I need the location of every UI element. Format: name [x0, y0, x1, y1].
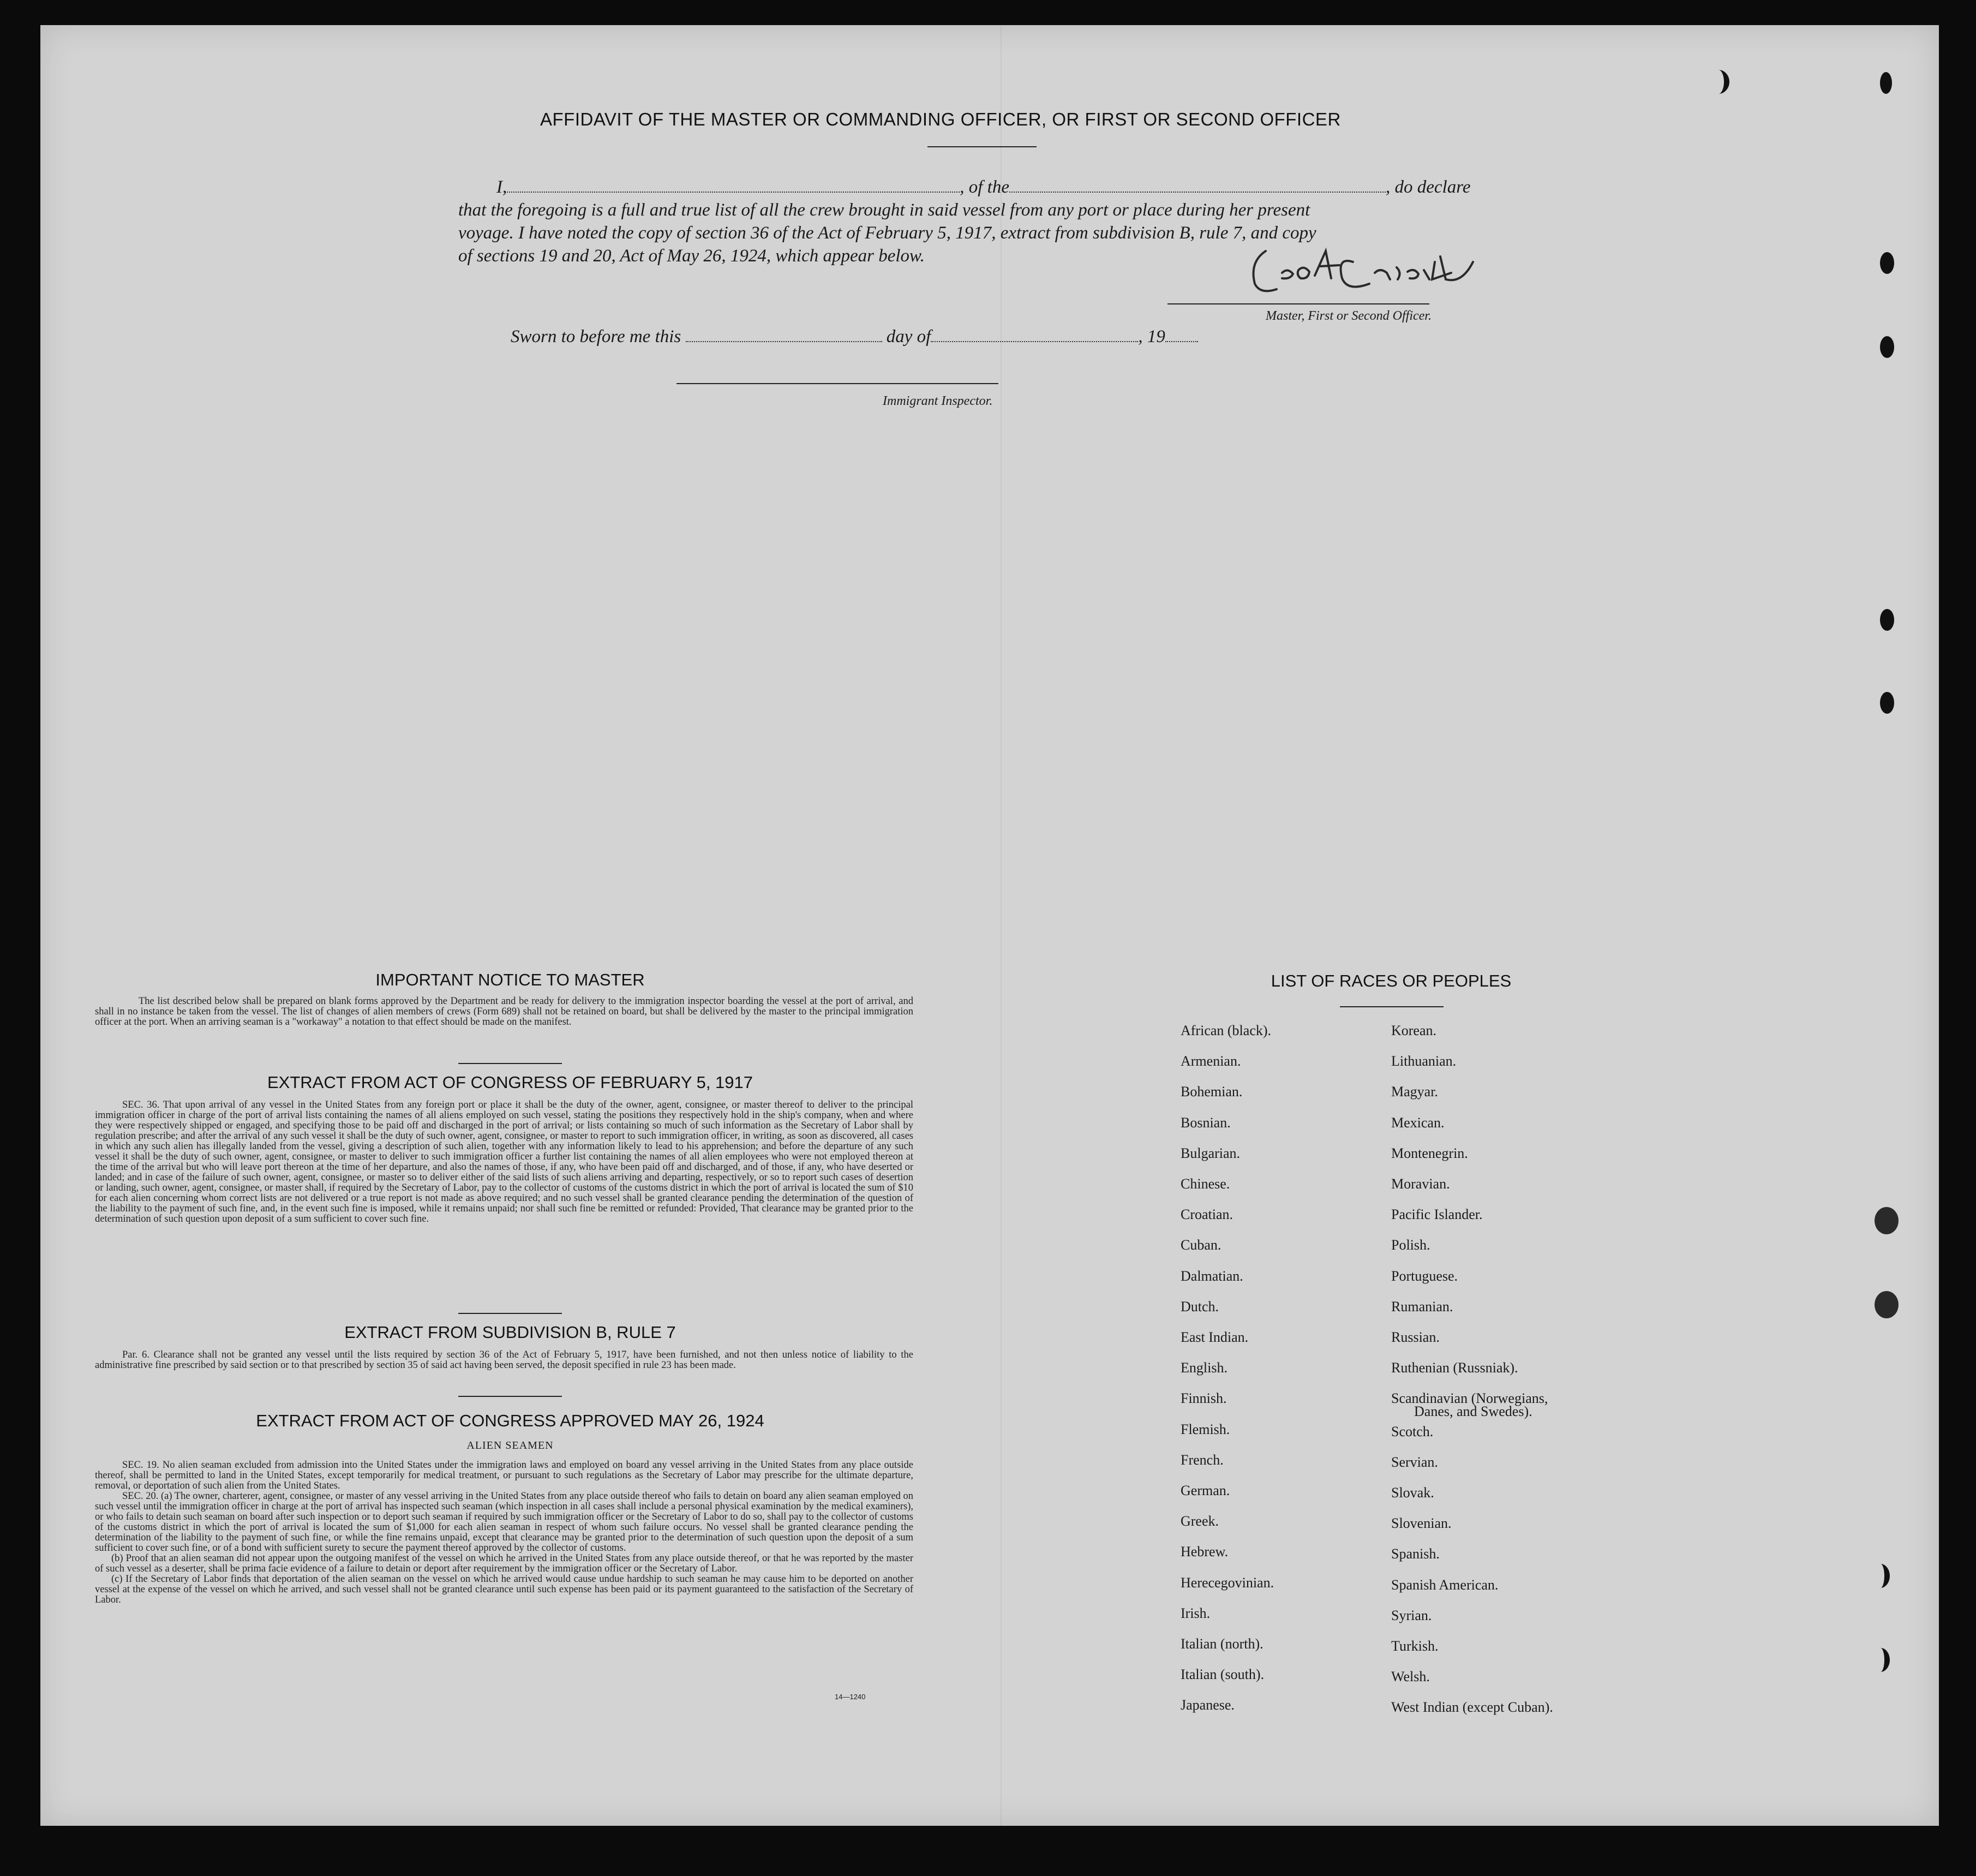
race-item: Dutch. [1181, 1299, 1219, 1315]
sworn-year-blank [1165, 326, 1198, 342]
affidavit-line-1 [458, 176, 1511, 199]
race-item: French. [1181, 1452, 1224, 1468]
punch-hole-icon [1875, 1207, 1899, 1234]
sec-20b: (b) Proof that an alien seaman did not appear upon the outgoing manifest of the vessel on which he arrived in the United States from any place outside thereof, or that he was reported by the master of such vessel as a deserter, shall be prima facie evidence of a failure to detain or deport after requirement by the immigration officer or the Secretary of Labor. [95, 1553, 913, 1574]
signature-line [1167, 303, 1429, 304]
race-item: Spanish. [1391, 1546, 1440, 1562]
punch-hole-icon [1871, 1648, 1890, 1672]
affidavit-i: I, [496, 177, 507, 197]
race-item: Italian (north). [1181, 1636, 1264, 1652]
race-item: East Indian. [1181, 1329, 1249, 1345]
race-item: Moravian. [1391, 1176, 1450, 1192]
race-item: Syrian. [1391, 1608, 1432, 1623]
affidavit-of-the: , of the [960, 177, 1009, 197]
race-item: German. [1181, 1483, 1230, 1498]
title-divider [927, 146, 1037, 147]
punch-hole-icon [1875, 1291, 1899, 1318]
affidavit-line-2: that the foregoing is a full and true list of all the crew brought in said vessel from any port or place during her present [458, 200, 1310, 220]
notice-title: IMPORTANT NOTICE TO MASTER [375, 970, 645, 989]
sec-20c: (c) If the Secretary of Labor finds that deportation of the alien seaman on the vessel on which he arrived would cause undue hardship to such seaman he may cause him to be deported on another vessel at the expense of the vessel on which he arrived, and such vessel shall not be granted clearance until such expense has been paid or its payment guaranteed to the satisfaction of the Secretary of Labor. [95, 1574, 913, 1605]
rule7-title: EXTRACT FROM SUBDIVISION B, RULE 7 [344, 1323, 676, 1342]
race-item: Italian (south). [1181, 1666, 1265, 1682]
vessel-blank [1009, 176, 1386, 193]
race-item: Armenian. [1181, 1053, 1241, 1069]
race-item: Cuban. [1181, 1237, 1221, 1253]
divider [458, 1396, 562, 1397]
page-fold [1001, 25, 1002, 1826]
sworn-day-of: day of [886, 327, 931, 346]
extract-1917-title: EXTRACT FROM ACT OF CONGRESS OF FEBRUARY 5, 1917 [267, 1073, 753, 1092]
signature-caption: Master, First or Second Officer. [1266, 309, 1432, 323]
punch-hole-icon [1880, 609, 1894, 631]
race-item: Welsh. [1391, 1669, 1430, 1684]
race-item: Scotch. [1391, 1424, 1434, 1439]
sworn-month-blank [931, 326, 1138, 342]
race-item: Chinese. [1181, 1176, 1230, 1192]
form-number: 14—1240 [835, 1693, 866, 1701]
signature-image [1244, 240, 1528, 306]
race-item: African (black). [1181, 1023, 1272, 1038]
race-item: Bohemian. [1181, 1084, 1243, 1100]
race-item: Portuguese. [1391, 1268, 1458, 1284]
race-item: Herecegovinian. [1181, 1575, 1274, 1591]
divider [458, 1313, 562, 1314]
affidavit-title: AFFIDAVIT OF THE MASTER OR COMMANDING OFFICER, OR FIRST OR SECOND OFFICER [540, 109, 1341, 129]
rule7-body: Par. 6. Clearance shall not be granted any vessel until the lists required by section 36 of the Act of February 5, 1917, have been furnished, and not then unless notice of liability to the administrative fine prescribed by said section or to that prescribed by section 35 of said act having been served, the deposit specified in rule 23 has been made. [95, 1349, 913, 1371]
notice-body: The list described below shall be prepared on blank forms approved by the Department and be ready for delivery to the immigration inspector boarding the vessel at the port of arrival, and shall in no instance be taken from the vessel. The list of changes of alien members of crews (Form 689) shall not be retained on board, but shall be delivered by the master to the principal immigration officer at the port. When an arriving seaman is a "workaway" a notation to that effect should be made on the manifest. [95, 996, 913, 1027]
race-item: Finnish. [1181, 1390, 1227, 1406]
sworn-day-blank [686, 326, 882, 342]
race-item: Spanish American. [1391, 1577, 1499, 1593]
extract-1917-body: SEC. 36. That upon arrival of any vessel in the United States from any foreign port or place it shall be the duty of the owner, agent, consignee, or master thereof to deliver to the principal immigration officer in charge of the port of arrival lists containing the names of all aliens employed on such vessel, stating the positions they respectively hold in the ship's company, when and where they were respectively shipped or engaged, and specifying those to be paid off and discharged in the port of arrival; or lists containing so much of such information as the Secretary of Labor shall by regulation prescribe; and after the arrival of any such vessel it shall be the duty of such owner, agent, consignee, or master to report to such immigration officer, in writing, as soon as discovered, all cases in which any such alien has illegally landed from the vessel, giving a description of such alien, together with any information likely to lead to his apprehension; and before the departure of any such vessel it shall be the duty of such owner, agent, consignee, or master to deliver to such immigration officer a further list containing the names of all alien employees who were not employed thereon at the time of the arrival but who will leave port thereon at the time of her departure, and also the names of those, if any, who have been paid off and discharged, and of those, if any, who have deserted or landed; and in case of the failure of such owner, agent, consignee, or master so to deliver either of the said lists of such aliens arriving and departing, respectively, or so to report such cases of desertion or landing, such owner, agent, consignee, or master shall, if required by the Secretary of Labor, pay to the collector of customs of the customs district in which the port of arrival is located the sum of $10 for each alien concerning whom correct lists are not delivered or a true report is not made as above required; and no such vessel shall be granted clearance pending the determination of the question of the liability to the payment of such fine, and, in the event such fine is imposed, while it remains unpaid; nor shall such fine be remitted or refunded: Provided, That clearance may be granted prior to the determination of such question upon deposit of a sum sufficient to cover such fine. [95, 1100, 913, 1224]
punch-hole-icon [1708, 70, 1729, 94]
inspector-caption: Immigrant Inspector. [883, 394, 993, 408]
races-title: LIST OF RACES OR PEOPLES [1271, 971, 1512, 990]
sec-20a: SEC. 20. (a) The owner, charterer, agent, consignee, or master of any vessel arriving in the United States from any place outside thereof who fails to detain on board any alien seaman employed on such vessel until the immigration officer in charge at the port of arrival has inspected such seaman (which inspection in all cases shall include a personal physical examination by the medical examiners), or who fails to detain such seaman on board after such inspection or to deport such seaman if required by such immigration officer or the Secretary of Labor to do so, shall pay to the collector of customs of the customs district in which the port of arrival is located the sum of $1,000 for each alien seaman in respect of whom such failure occurs. No vessel shall be granted clearance pending the determination of the liability to the payment of such fine, or while the fine remains unpaid, except that clearance may be granted prior to the determination of such question upon the deposit of a sum sufficient to cover such fine, or of a bond with sufficient surety to secure the payment thereof approved by the collector of customs. [95, 1491, 913, 1554]
race-item: Bosnian. [1181, 1115, 1231, 1131]
race-item: Pacific Islander. [1391, 1206, 1483, 1222]
affidavit-line-4: of sections 19 and 20, Act of May 26, 1924, which appear below. [458, 246, 925, 266]
divider [458, 1063, 562, 1064]
race-item: Turkish. [1391, 1638, 1439, 1654]
alien-seamen-subtitle: ALIEN SEAMEN [466, 1439, 554, 1451]
sec-19: SEC. 19. No alien seaman excluded from admission into the United States under the immigration laws and employed on board any vessel arriving in the United States from any place outside thereof, shall be permitted to land in the United States, except temporarily for medical treatment, or pursuant to such regulations as the Secretary of Labor may prescribe for the ultimate departure, removal, or deportation of such alien from the United States. [95, 1460, 913, 1491]
sworn-line [458, 325, 1511, 348]
race-item: Mexican. [1391, 1115, 1445, 1131]
race-item: Polish. [1391, 1237, 1430, 1253]
race-item: Flemish. [1181, 1421, 1230, 1437]
divider [1340, 1006, 1444, 1007]
race-item: Hebrew. [1181, 1544, 1229, 1560]
punch-hole-icon [1871, 1564, 1890, 1588]
name-blank [507, 176, 960, 193]
race-item: Lithuanian. [1391, 1053, 1457, 1069]
punch-hole-icon [1880, 72, 1892, 94]
race-item: Dalmatian. [1181, 1268, 1243, 1284]
affidavit-line-3: voyage. I have noted the copy of section 36 of the Act of February 5, 1917, extract from subdivision B, rule 7, and copy [458, 223, 1316, 243]
extract-1924-title: EXTRACT FROM ACT OF CONGRESS APPROVED MAY 26, 1924 [256, 1411, 764, 1430]
race-item: Japanese. [1181, 1697, 1235, 1713]
race-item: Montenegrin. [1391, 1145, 1468, 1161]
race-item: Russian. [1391, 1329, 1440, 1345]
race-item: Irish. [1181, 1605, 1211, 1621]
race-item-continuation: Danes, and Swedes). [1414, 1403, 1532, 1419]
race-item: West Indian (except Cuban). [1391, 1699, 1553, 1715]
punch-hole-icon [1880, 336, 1894, 358]
inspector-signature-line [676, 383, 998, 384]
extract-1924-body [95, 1460, 913, 1605]
race-item: Ruthenian (Russniak). [1391, 1360, 1518, 1376]
race-item: Korean. [1391, 1023, 1437, 1038]
race-item: Magyar. [1391, 1084, 1438, 1100]
affidavit-declare: , do declare [1385, 177, 1471, 197]
race-item: Scandinavian (Norwegians, [1391, 1390, 1548, 1406]
race-item: Slovak. [1391, 1485, 1434, 1501]
sworn-text: Sworn to before me this [511, 327, 681, 346]
race-item: Greek. [1181, 1513, 1219, 1529]
race-item: Rumanian. [1391, 1299, 1453, 1315]
race-item: Croatian. [1181, 1206, 1233, 1222]
punch-hole-icon [1880, 252, 1894, 274]
race-item: English. [1181, 1360, 1227, 1376]
race-item: Slovenian. [1391, 1515, 1452, 1531]
punch-hole-icon [1880, 692, 1894, 714]
sworn-year: , 19 [1138, 327, 1165, 346]
race-item: Bulgarian. [1181, 1145, 1241, 1161]
race-item: Servian. [1391, 1454, 1438, 1470]
